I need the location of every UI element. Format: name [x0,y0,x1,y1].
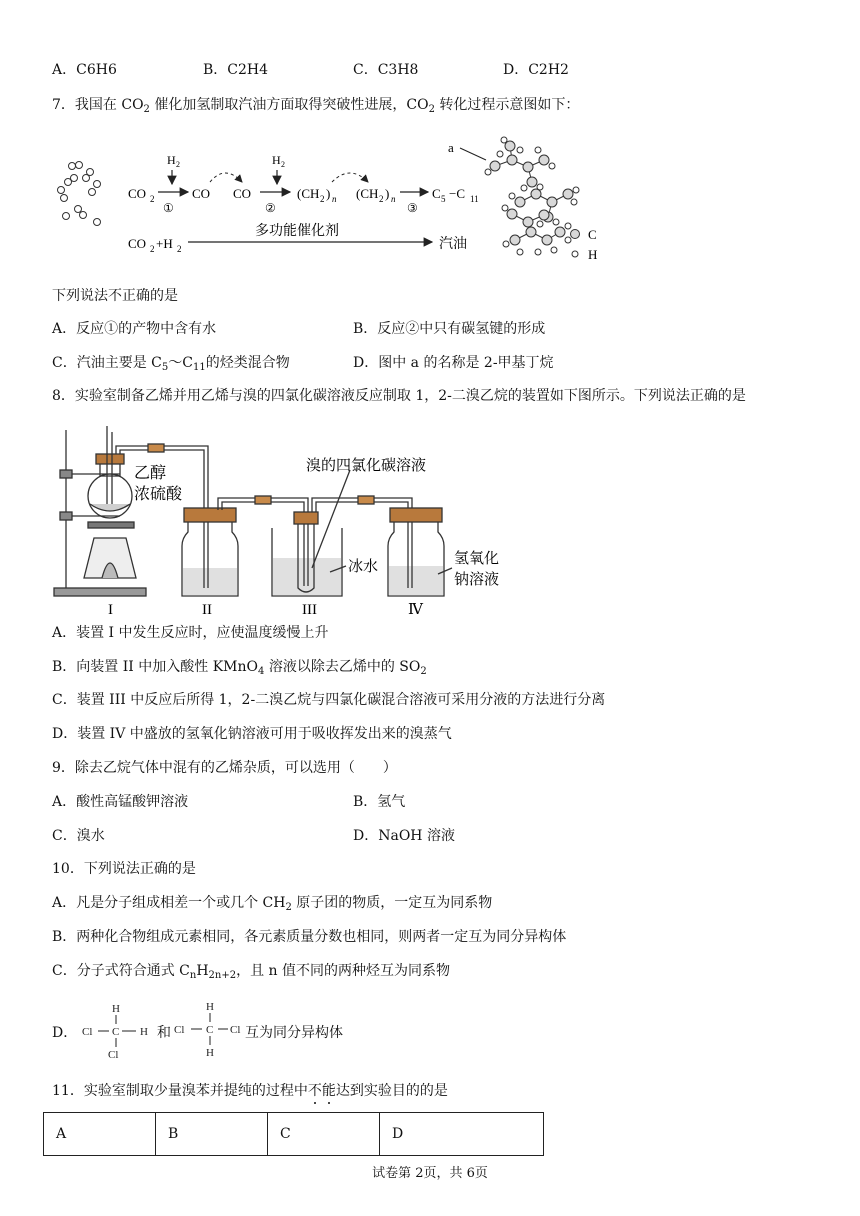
q6-option-c: C．C3H8 [353,62,419,78]
q9-option-c: C．溴水 [52,828,105,844]
ethanol-label: 乙醇 [134,465,167,482]
svg-text:2: 2 [379,194,384,204]
q7-stem: 7．我国在 $CO_2$ 催化加氢制取汽油方面取得突破性进展，$CO_2$ 转化过程示意图如下： [52,97,580,115]
q8-option-c: C．装置 III 中反应后所得 1，2-二溴乙烷与四氯化碳混合溶液可采用分液的方法进行分离 [52,692,606,708]
svg-text:C: C [432,186,441,201]
svg-text:CO: CO [233,186,252,201]
q7-option-d: D．图中 a 的名称是 2-甲基丁烷 [353,355,554,371]
q8-option-b: B．向装置 II 中加入酸性 KMnO$_4$ 溶液以除去乙烯中的 $SO_2$ [52,659,427,677]
table-cell-a: A [44,1113,156,1156]
svg-text:H: H [272,153,281,167]
q10-stem: 10．下列说法正确的是 [52,861,196,877]
svg-text:11: 11 [470,194,479,204]
q9-option-d: D．NaOH 溶液 [353,828,455,844]
table-row [44,1113,544,1156]
naoh-label-1: 氢氧化 [454,551,500,567]
hydrogen-legend-icon [572,251,578,257]
q8-option-d: D．装置 IV 中盛放的氢氧化钠溶液可用于吸收挥发出来的溴蒸气 [52,726,452,742]
q6-option-d: D．C2H2 [503,62,569,78]
q10-option-b: B．两种化合物组成元素相同，各元素质量分数也相同，则两者一定互为同分异构体 [52,929,567,945]
svg-text:C: C [112,1026,120,1038]
svg-text:③: ③ [407,201,418,215]
q7-option-a: A．反应①的产物中含有水 [52,321,217,337]
q10-option-d-suffix: 互为同分异构体 [245,1025,343,1041]
svg-text:Cl: Cl [108,1049,119,1061]
svg-text:H: H [167,153,176,167]
q8-stem: 8．实验室制备乙烯并用乙烯与溴的四氯化碳溶液反应制取 1，2-二溴乙烷的装置如下图所示。下列说法正确的是 [52,388,746,404]
q10-option-a: A．凡是分子组成相差一个或几个 $CH_2$ 原子团的物质，一定互为同系物 [52,895,493,913]
svg-text:5: 5 [441,194,446,204]
label-a: a [448,140,454,155]
svg-text:): ) [385,186,390,201]
q6-option-a: A．C6H6 [52,62,117,78]
svg-text:H: H [112,1003,120,1015]
co2-label: CO [128,186,147,201]
svg-text:CO: CO [128,236,147,251]
svg-text:②: ② [265,201,276,215]
svg-text:H: H [140,1026,148,1038]
svg-text:2: 2 [150,194,155,204]
page-footer: 试卷第 2页，共 6页 [372,1166,488,1181]
ethylene-apparatus-diagram [50,418,520,618]
svg-text:CO: CO [192,186,211,201]
svg-text:2: 2 [320,194,325,204]
svg-text:2: 2 [176,160,180,169]
carbon-legend-icon [571,230,580,239]
co2-conversion-diagram [50,132,610,272]
q8-option-a: A．装置 I 中发生反应时，应使温度缓慢上升 [52,625,329,641]
svg-text:Cl: Cl [174,1024,185,1036]
table-cell-b: B [156,1113,268,1156]
svg-text:H: H [206,1001,214,1013]
q7-option-b: B．反应②中只有碳氢键的形成 [353,321,546,337]
q9-option-a: A．酸性高锰酸钾溶液 [52,794,189,810]
svg-text:(CH: (CH [356,186,379,201]
naoh-label-2: 钠溶液 [454,572,500,588]
svg-text:2: 2 [281,160,285,169]
q11-options-table [43,1112,544,1156]
roman-4: Ⅳ [408,602,423,618]
svg-text:−C: −C [449,186,466,201]
q10-option-c: C．分子式符合通式 $C_nH_{2n+2}$，且 n 值不同的两种烃互为同系物 [52,963,451,981]
svg-text:): ) [326,186,331,201]
table-cell-d: D [380,1113,544,1156]
svg-text:n: n [332,194,337,204]
roman-1: I [108,602,113,618]
q9-stem: 9．除去乙烷气体中混有的乙烯杂质，可以选用（ ） [52,760,397,776]
svg-text:①: ① [163,201,174,215]
svg-text:Cl: Cl [82,1026,93,1038]
ice-water-label: 冰水 [348,559,379,575]
table-cell-c: C [268,1113,380,1156]
q9-option-b: B．氢气 [353,794,406,810]
svg-text:2: 2 [177,244,182,254]
q10-option-d-and: 和 [157,1025,171,1041]
q6-option-b: B．C2H4 [203,62,269,78]
svg-text:多功能催化剂: 多功能催化剂 [255,224,339,239]
svg-text:+H: +H [156,236,173,251]
q11-stem: 11．实验室制取少量溴苯并提纯的过程中不能达到实验目的的是 [52,1083,448,1099]
bromine-solution-label: 溴的四氯化碳溶液 [306,458,427,474]
roman-2: II [202,602,212,618]
q7-option-c: C．汽油主要是 $C_5\sim C_{11}$的烃类混合物 [52,355,290,373]
svg-text:C: C [206,1024,214,1036]
svg-text:n: n [391,194,396,204]
svg-text:2: 2 [150,244,155,254]
svg-text:(CH: (CH [297,186,320,201]
svg-text:汽油: 汽油 [439,237,467,252]
q7-question: 下列说法不正确的是 [52,288,178,304]
svg-text:Cl: Cl [230,1024,241,1036]
svg-text:H: H [206,1047,214,1059]
co2-molecules-icon [58,162,101,226]
svg-text:H: H [588,247,598,262]
q10-option-d-prefix: D． [52,1025,78,1041]
roman-3: III [302,602,317,618]
svg-text:C: C [588,227,597,242]
acid-label: 浓硫酸 [134,486,183,503]
